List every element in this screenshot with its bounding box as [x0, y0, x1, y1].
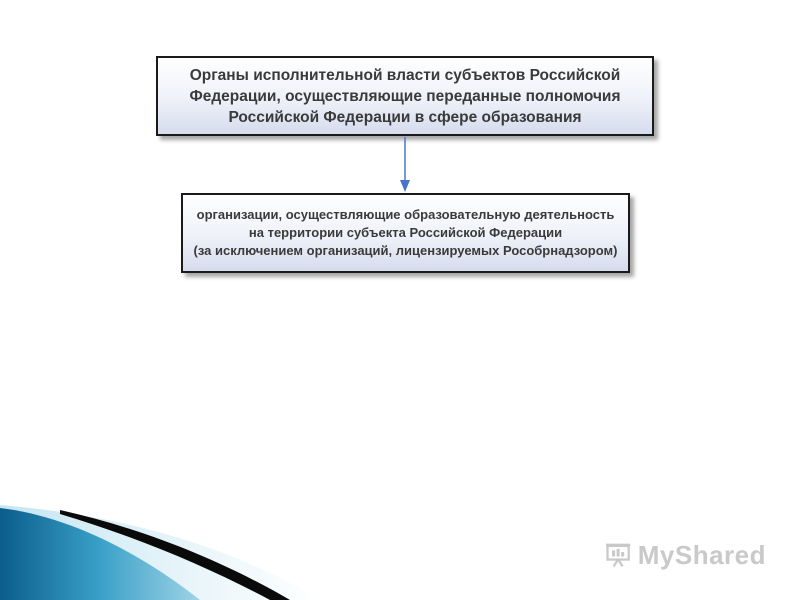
top-box-line-3: Российской Федерации в сфере образования: [228, 108, 582, 126]
bottom-box-line-2: на территории субъекта Российской Федерации: [248, 225, 563, 240]
myshared-logo: [606, 537, 766, 573]
presentation-board-icon: [606, 539, 632, 571]
educational-organizations-box: [181, 193, 630, 273]
watermark-text: MyShared: [637, 539, 766, 570]
arrow-head-icon: [400, 180, 410, 192]
bottom-box-line-1: организации, осуществляющие образовательную деятельность: [196, 207, 615, 222]
bottom-box-line-3: (за исключением организаций, лицензируемых Рособрнадзором): [193, 243, 618, 258]
top-box-line-2: Федерации, осуществляющие переданные полномочия: [189, 87, 621, 105]
top-box-line-1: Органы исполнительной власти субъектов Российской: [189, 66, 621, 84]
